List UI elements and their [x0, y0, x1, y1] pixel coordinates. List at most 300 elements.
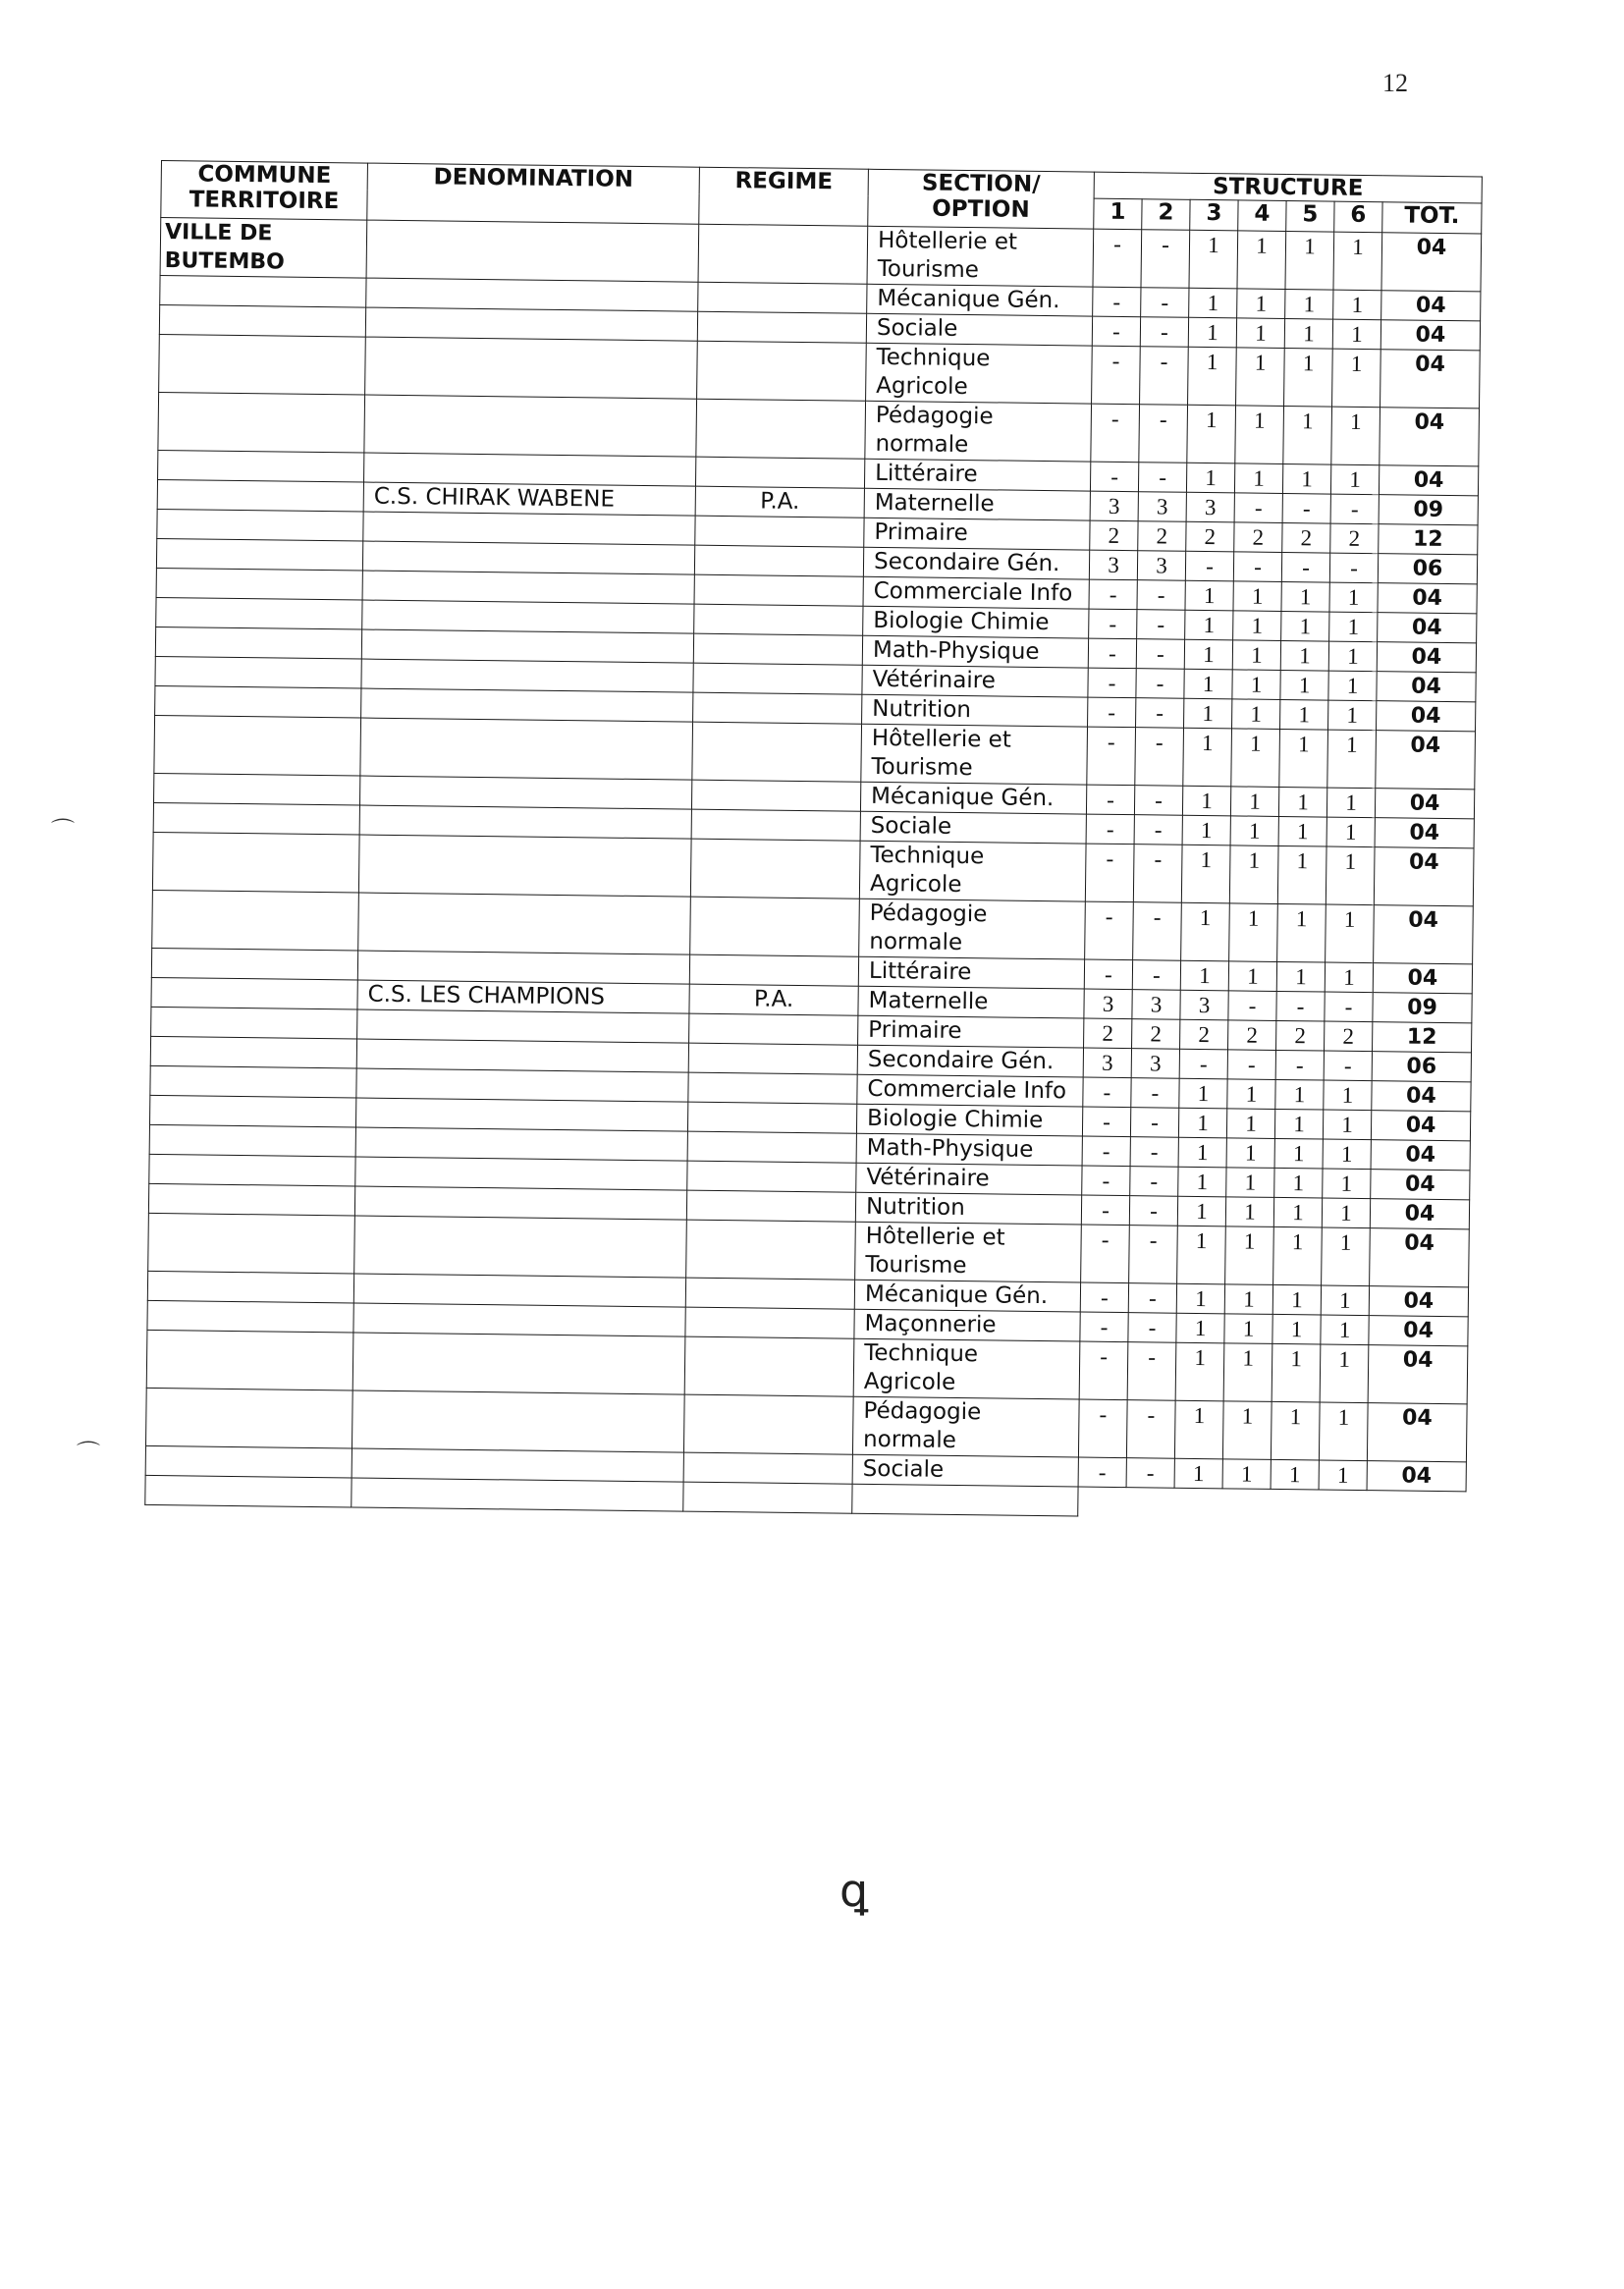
section-option-cell: Sociale	[860, 811, 1086, 844]
section-option-cell: Commerciale Info	[863, 576, 1089, 609]
denomination-cell	[364, 453, 696, 486]
year-2-cell: -	[1140, 317, 1188, 348]
regime-cell	[690, 897, 860, 956]
commune-cell	[155, 685, 361, 718]
denomination-cell	[362, 600, 694, 633]
year-6-cell: 1	[1325, 962, 1373, 993]
commune-cell	[158, 392, 365, 453]
regime-cell	[692, 722, 862, 782]
table-body	[145, 218, 1482, 1521]
denomination-cell	[359, 776, 691, 809]
year-6-cell: 1	[1323, 1169, 1371, 1199]
year-4-cell: 1	[1223, 1343, 1272, 1402]
year-1-cell: -	[1089, 609, 1137, 639]
school-structure-table	[144, 160, 1483, 1521]
page-number: 12	[1382, 69, 1408, 97]
header-year-1: 1	[1094, 198, 1142, 230]
year-2-cell: -	[1137, 610, 1185, 640]
year-2-cell: 3	[1137, 551, 1185, 581]
year-5-cell: 1	[1277, 845, 1326, 904]
commune-cell	[157, 509, 363, 541]
year-6-cell: 1	[1326, 788, 1375, 818]
year-6-cell: 1	[1329, 612, 1378, 642]
regime-cell	[687, 1161, 856, 1192]
section-option-cell: Littéraire	[864, 459, 1090, 491]
header-year-6: 6	[1334, 201, 1382, 233]
section-option-cell: Technique Agricole	[866, 343, 1093, 404]
year-5-cell: 1	[1284, 318, 1332, 349]
year-1-cell: 2	[1084, 1018, 1132, 1049]
year-1-cell: -	[1078, 1457, 1126, 1488]
year-2-cell: -	[1136, 698, 1184, 729]
empty-cell	[852, 1484, 1078, 1516]
year-3-cell: 1	[1178, 1137, 1226, 1168]
denomination-cell	[364, 395, 697, 457]
year-3-cell: 1	[1177, 1226, 1226, 1284]
year-5-cell: 1	[1285, 232, 1334, 291]
total-cell: 04	[1374, 905, 1474, 964]
year-2-cell: 3	[1131, 1049, 1179, 1079]
year-1-cell: -	[1089, 579, 1137, 610]
denomination-cell	[355, 1098, 687, 1131]
total-cell: 04	[1380, 408, 1480, 466]
header-year-2: 2	[1142, 199, 1190, 231]
year-4-cell: 1	[1233, 581, 1281, 612]
denomination-cell	[352, 1333, 685, 1394]
year-2-cell: -	[1134, 815, 1182, 845]
total-cell: 09	[1379, 495, 1478, 525]
year-2-cell: -	[1141, 230, 1190, 289]
year-3-cell: -	[1179, 1049, 1227, 1079]
signature-initial: ꝗ	[839, 1866, 869, 1916]
commune-cell	[147, 1300, 353, 1333]
regime-cell	[685, 1278, 854, 1309]
year-2-cell: 3	[1132, 990, 1180, 1020]
denomination-cell	[353, 1303, 685, 1336]
regime-cell	[694, 574, 863, 606]
regime-cell	[693, 633, 862, 665]
year-2-cell: 2	[1138, 521, 1186, 552]
total-cell: 04	[1378, 583, 1477, 614]
total-cell: 06	[1378, 554, 1477, 584]
total-cell: 04	[1369, 1316, 1468, 1346]
year-2-cell: -	[1130, 1137, 1178, 1168]
denomination-cell	[358, 835, 691, 897]
year-2-cell: -	[1129, 1226, 1178, 1284]
year-6-cell: 1	[1333, 232, 1382, 291]
total-cell: 04	[1371, 1170, 1470, 1200]
header-section-option: SECTION/ OPTION	[868, 169, 1095, 229]
year-6-cell: 1	[1324, 1080, 1372, 1111]
year-5-cell: 1	[1271, 1401, 1320, 1460]
total-cell: 04	[1379, 465, 1478, 496]
year-1-cell: -	[1082, 1107, 1130, 1137]
regime-cell	[685, 1307, 854, 1338]
section-option-cell: Biologie Chimie	[863, 606, 1089, 638]
section-option-cell: Littéraire	[858, 956, 1084, 989]
commune-cell	[149, 1154, 355, 1186]
year-1-cell: 3	[1084, 989, 1132, 1019]
year-5-cell: 1	[1274, 1109, 1323, 1139]
year-5-cell: 1	[1281, 611, 1329, 641]
year-3-cell: 1	[1183, 728, 1232, 787]
year-4-cell: 1	[1225, 1197, 1273, 1227]
year-5-cell: 1	[1280, 640, 1328, 671]
year-1-cell: -	[1091, 404, 1140, 463]
denomination-cell	[359, 805, 691, 839]
total-cell: 04	[1370, 1228, 1470, 1287]
total-cell: 04	[1377, 672, 1476, 702]
year-4-cell: 1	[1226, 1109, 1274, 1139]
denomination-cell	[360, 718, 693, 780]
section-option-cell: Mécanique Gén.	[860, 782, 1086, 814]
section-option-cell: Hôtellerie et Tourisme	[855, 1222, 1082, 1282]
regime-cell	[687, 1102, 856, 1133]
header-year-3: 3	[1190, 199, 1238, 231]
denomination-cell	[355, 1127, 687, 1161]
total-cell: 12	[1373, 1022, 1472, 1053]
regime-cell	[693, 663, 862, 694]
total-cell: 04	[1375, 818, 1474, 848]
year-3-cell: 1	[1174, 1400, 1223, 1459]
regime-cell: P.A.	[695, 486, 864, 518]
section-option-cell: Maternelle	[864, 488, 1090, 520]
year-2-cell: 3	[1138, 492, 1186, 522]
commune-cell	[152, 832, 359, 893]
year-5-cell: 2	[1276, 1020, 1325, 1051]
year-3-cell: 1	[1184, 698, 1232, 729]
section-option-cell: Math-Physique	[862, 635, 1088, 668]
commune-cell	[146, 1330, 353, 1390]
year-1-cell: -	[1088, 668, 1136, 698]
year-1-cell: 3	[1090, 491, 1138, 521]
year-3-cell: 1	[1181, 845, 1230, 903]
year-3-cell: 1	[1180, 960, 1228, 991]
year-1-cell: 3	[1083, 1048, 1131, 1078]
section-option-cell: Vétérinaire	[856, 1163, 1082, 1195]
year-6-cell: 2	[1330, 523, 1379, 554]
total-cell: 04	[1381, 233, 1482, 292]
year-2-cell: -	[1138, 463, 1186, 493]
year-5-cell: 1	[1274, 1138, 1323, 1169]
commune-cell	[153, 802, 359, 835]
year-3-cell: 1	[1177, 1196, 1225, 1226]
year-6-cell: 1	[1320, 1344, 1369, 1403]
year-4-cell: 1	[1228, 961, 1276, 992]
year-6-cell: 1	[1332, 319, 1380, 350]
commune-cell	[150, 1065, 356, 1098]
year-2-cell: -	[1130, 1108, 1178, 1138]
year-1-cell: -	[1093, 287, 1141, 317]
year-4-cell: 1	[1229, 903, 1278, 962]
year-2-cell: -	[1126, 1458, 1174, 1489]
commune-cell	[156, 597, 362, 629]
section-option-cell: Mécanique Gén.	[854, 1280, 1080, 1312]
year-4-cell: 1	[1226, 1168, 1274, 1198]
total-cell: 04	[1376, 701, 1475, 732]
year-5-cell: 1	[1277, 903, 1326, 962]
year-6-cell: -	[1324, 1051, 1372, 1081]
year-1-cell: -	[1092, 316, 1140, 347]
denomination-cell	[365, 307, 697, 341]
year-5-cell: -	[1275, 1050, 1324, 1080]
empty-cell	[145, 1475, 352, 1507]
section-option-cell: Vétérinaire	[862, 665, 1088, 697]
year-4-cell: 1	[1232, 640, 1280, 671]
regime-cell	[694, 604, 863, 635]
year-5-cell: 1	[1283, 406, 1332, 464]
commune-cell: VILLE DE BUTEMBO	[160, 218, 367, 279]
commune-cell	[154, 715, 361, 776]
year-5-cell: 1	[1276, 961, 1325, 992]
header-commune: COMMUNE TERRITOIRE	[161, 161, 368, 221]
regime-cell	[695, 457, 864, 488]
year-6-cell: 1	[1333, 290, 1381, 320]
year-2-cell: -	[1139, 405, 1188, 463]
year-2-cell: -	[1131, 1078, 1179, 1109]
year-6-cell: 1	[1328, 641, 1377, 672]
year-6-cell: 1	[1322, 1198, 1370, 1228]
header-total: TOT.	[1382, 202, 1482, 234]
year-6-cell: 1	[1323, 1110, 1371, 1140]
year-6-cell: 1	[1328, 700, 1377, 731]
section-option-cell: Hôtellerie et Tourisme	[867, 226, 1094, 287]
year-5-cell: 1	[1285, 289, 1333, 319]
year-1-cell: -	[1081, 1225, 1130, 1283]
total-cell: 04	[1367, 1461, 1466, 1492]
section-option-cell: Sociale	[852, 1454, 1078, 1487]
regime-cell	[697, 341, 867, 401]
commune-cell	[148, 1183, 354, 1216]
section-option-cell: Pédagogie normale	[852, 1396, 1079, 1457]
year-3-cell: 1	[1189, 230, 1238, 289]
year-3-cell: 1	[1188, 347, 1237, 406]
year-5-cell: 1	[1272, 1284, 1321, 1315]
year-1-cell: -	[1084, 959, 1132, 990]
denomination-cell	[362, 571, 694, 604]
year-2-cell: -	[1127, 1342, 1176, 1401]
denomination-cell: C.S. CHIRAK WABENE	[363, 482, 695, 516]
regime-cell	[683, 1452, 852, 1484]
total-cell: 12	[1379, 524, 1478, 555]
commune-cell	[145, 1445, 352, 1478]
year-6-cell: 1	[1330, 464, 1379, 495]
year-2-cell: -	[1135, 728, 1184, 787]
year-2-cell: 2	[1132, 1019, 1180, 1050]
year-2-cell: -	[1132, 960, 1180, 991]
year-4-cell: 1	[1235, 406, 1284, 464]
total-cell: 04	[1378, 613, 1477, 643]
year-3-cell: 1	[1186, 463, 1234, 493]
regime-cell: P.A.	[689, 984, 858, 1015]
section-option-cell: Primaire	[864, 518, 1090, 550]
year-1-cell: -	[1088, 638, 1136, 669]
year-1-cell: -	[1092, 346, 1141, 405]
regime-cell	[691, 780, 860, 811]
year-1-cell: -	[1083, 1077, 1131, 1108]
denomination-cell	[352, 1390, 684, 1452]
year-5-cell: 1	[1272, 1343, 1321, 1402]
year-3-cell: 1	[1187, 405, 1236, 463]
section-option-cell: Hôtellerie et Tourisme	[861, 724, 1088, 785]
year-4-cell: 1	[1230, 787, 1278, 817]
denomination-cell	[355, 1157, 687, 1190]
total-cell: 04	[1372, 1081, 1471, 1112]
year-1-cell: -	[1087, 727, 1136, 786]
year-2-cell: -	[1128, 1313, 1176, 1343]
commune-cell	[159, 304, 365, 337]
year-1-cell: -	[1086, 814, 1134, 845]
commune-cell	[157, 479, 363, 512]
commune-cell	[156, 568, 362, 600]
total-cell: 09	[1373, 993, 1472, 1023]
denomination-cell	[361, 688, 693, 722]
year-4-cell: 1	[1233, 611, 1281, 641]
section-option-cell: Math-Physique	[856, 1133, 1082, 1166]
denomination-cell	[356, 1068, 688, 1102]
total-cell: 04	[1370, 1199, 1469, 1229]
denomination-cell	[356, 1039, 688, 1072]
commune-cell	[152, 890, 359, 951]
section-option-cell: Primaire	[858, 1015, 1084, 1048]
year-5-cell: 1	[1280, 699, 1328, 730]
denomination-cell	[354, 1216, 687, 1278]
year-6-cell: 1	[1321, 1315, 1369, 1345]
commune-cell	[150, 1036, 356, 1068]
commune-cell	[151, 1007, 357, 1039]
denomination-cell	[366, 220, 699, 282]
denomination-cell	[362, 541, 694, 574]
header-regime: REGIME	[699, 167, 869, 226]
section-option-cell: Secondaire Gén.	[863, 547, 1089, 579]
section-option-cell: Nutrition	[855, 1192, 1081, 1225]
year-4-cell: 1	[1236, 318, 1284, 349]
year-2-cell: -	[1140, 347, 1189, 406]
year-5-cell: 1	[1274, 1168, 1323, 1198]
year-3-cell: 3	[1186, 492, 1234, 522]
year-5-cell: 1	[1272, 1314, 1321, 1344]
year-5-cell: 1	[1280, 670, 1328, 700]
year-1-cell: -	[1079, 1341, 1128, 1400]
section-option-cell: Pédagogie normale	[859, 899, 1086, 959]
year-1-cell: -	[1086, 785, 1134, 815]
commune-cell	[159, 334, 366, 395]
year-2-cell: -	[1136, 669, 1184, 699]
commune-cell	[155, 656, 361, 688]
header-denomination: DENOMINATION	[367, 163, 700, 224]
margin-mark-1: ⌒	[51, 817, 75, 845]
year-6-cell: 1	[1319, 1402, 1368, 1461]
section-option-cell: Technique Agricole	[853, 1338, 1080, 1399]
year-2-cell: -	[1126, 1400, 1175, 1459]
year-3-cell: 1	[1178, 1167, 1226, 1197]
commune-cell	[151, 948, 357, 980]
year-4-cell: 1	[1231, 729, 1280, 788]
section-option-cell: Commerciale Info	[857, 1074, 1083, 1107]
year-2-cell: -	[1128, 1283, 1176, 1314]
year-3-cell: 1	[1184, 639, 1232, 670]
denomination-cell	[361, 629, 693, 663]
section-option-cell: Secondaire Gén.	[857, 1045, 1083, 1077]
year-6-cell: 1	[1328, 671, 1377, 701]
total-cell: 04	[1367, 1403, 1467, 1462]
year-2-cell: -	[1133, 845, 1182, 903]
year-3-cell: 1	[1182, 815, 1230, 845]
year-6-cell: 1	[1319, 1460, 1367, 1491]
year-3-cell: 2	[1180, 1019, 1228, 1050]
year-1-cell: -	[1081, 1195, 1129, 1226]
header-year-4: 4	[1238, 200, 1286, 232]
year-6-cell: 1	[1329, 582, 1378, 613]
header-structure: STRUCTURE	[1094, 172, 1482, 203]
year-6-cell: 1	[1332, 349, 1381, 408]
year-1-cell: -	[1078, 1399, 1127, 1458]
year-2-cell: -	[1133, 902, 1182, 961]
regime-cell	[693, 692, 862, 724]
year-3-cell: 1	[1185, 610, 1233, 640]
total-cell: 04	[1375, 789, 1474, 819]
year-1-cell: -	[1080, 1312, 1128, 1342]
year-5-cell: 1	[1281, 581, 1329, 612]
year-2-cell: -	[1136, 639, 1184, 670]
year-6-cell: -	[1329, 553, 1378, 583]
year-1-cell: -	[1093, 229, 1142, 288]
commune-cell	[155, 627, 361, 659]
regime-cell	[695, 516, 864, 547]
year-2-cell: -	[1130, 1167, 1178, 1197]
year-4-cell: 2	[1234, 522, 1282, 553]
year-1-cell: -	[1082, 1136, 1130, 1167]
total-cell: 04	[1380, 350, 1481, 409]
section-option-cell: Biologie Chimie	[856, 1104, 1082, 1136]
year-1-cell: -	[1080, 1282, 1128, 1313]
year-4-cell: 2	[1228, 1020, 1276, 1051]
year-5-cell: -	[1281, 552, 1329, 582]
year-1-cell: -	[1085, 844, 1134, 902]
empty-cell	[683, 1482, 852, 1513]
regime-cell	[688, 1072, 857, 1104]
regime-cell	[698, 282, 867, 313]
regime-cell	[689, 954, 858, 986]
commune-cell	[160, 275, 366, 307]
year-3-cell: 3	[1180, 990, 1228, 1020]
regime-cell	[688, 1043, 857, 1074]
year-4-cell: 1	[1237, 231, 1286, 290]
year-4-cell: -	[1234, 493, 1282, 523]
year-6-cell: 1	[1323, 1139, 1371, 1170]
school-structure-table-wrap	[144, 160, 1482, 1521]
year-1-cell: -	[1082, 1166, 1130, 1196]
year-3-cell: 1	[1174, 1458, 1222, 1489]
year-6-cell: 1	[1327, 730, 1377, 789]
commune-cell	[149, 1095, 355, 1127]
year-4-cell: 1	[1232, 670, 1280, 700]
regime-cell	[684, 1336, 854, 1396]
regime-cell	[696, 399, 866, 459]
section-option-cell: Nutrition	[862, 694, 1088, 727]
regime-cell	[687, 1131, 856, 1163]
year-6-cell: -	[1330, 494, 1379, 524]
commune-cell	[151, 977, 357, 1009]
year-5-cell: 1	[1278, 816, 1326, 846]
commune-cell	[148, 1213, 355, 1274]
commune-cell	[158, 450, 364, 482]
denomination-cell	[352, 1448, 683, 1482]
total-cell: 06	[1372, 1052, 1471, 1082]
denomination-cell: C.S. LES CHAMPIONS	[357, 980, 689, 1013]
regime-cell	[689, 1013, 858, 1045]
year-2-cell: -	[1137, 580, 1185, 611]
